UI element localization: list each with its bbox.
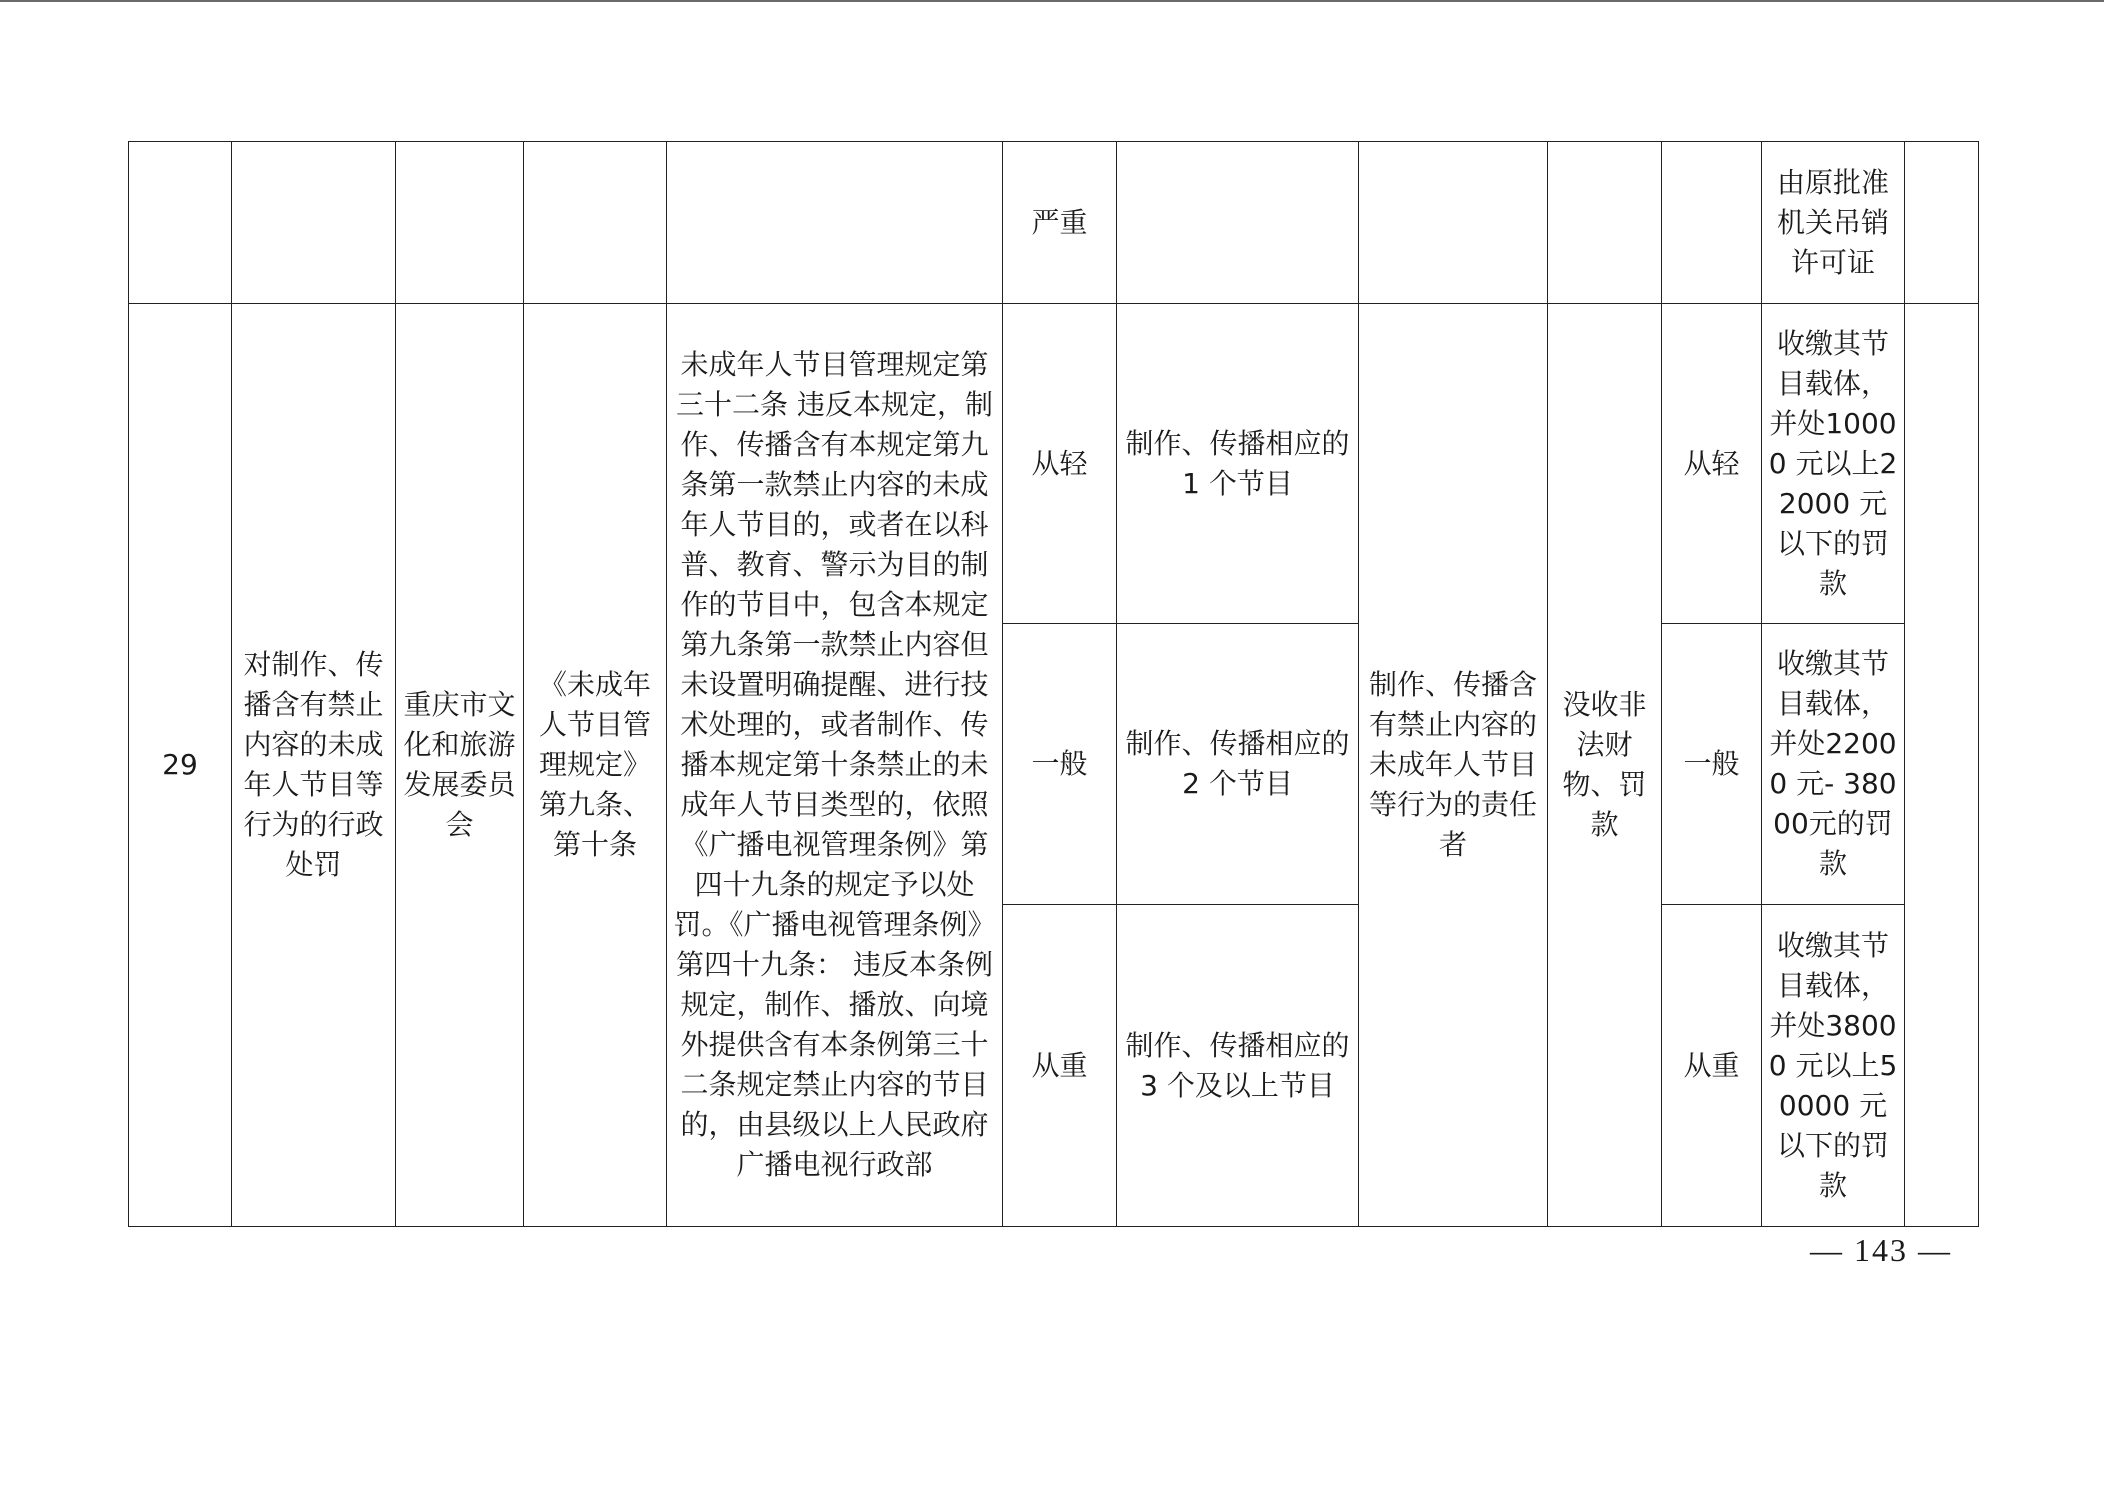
- cell-measure: [1762, 624, 1905, 905]
- cell-level2: [1662, 624, 1762, 905]
- cell-penalty-type: [1548, 304, 1662, 1227]
- cell-number-empty: [129, 142, 232, 304]
- level2-text: 从重: [1683, 1048, 1740, 1082]
- measure-text: 收缴其节目载体，并处38000 元以上50000 元以下的罚款: [1768, 928, 1898, 1202]
- measure-text: 收缴其节目载体，并处22000 元- 38000元的罚款: [1769, 647, 1897, 880]
- cell-circumstance: [1117, 905, 1359, 1227]
- basis-text: 《未成年人节目管理规定》第九条、第十条: [538, 668, 651, 861]
- table-row-29-light: [129, 304, 1979, 624]
- table-row-prev: [129, 142, 1979, 304]
- level2-text: 从轻: [1683, 446, 1740, 480]
- cell-level2: [1662, 905, 1762, 1227]
- cell-level: [1003, 624, 1117, 905]
- page-number: — 143 —: [1810, 1232, 1952, 1268]
- row-number: 29: [162, 748, 198, 781]
- cell-measure: [1762, 142, 1905, 304]
- penalty-type-text: 没收非法财物、罚款: [1562, 688, 1647, 841]
- cell-item-empty: [232, 142, 396, 304]
- cell-penalty-type-empty: [1548, 142, 1662, 304]
- cell-law-text: [667, 304, 1003, 1227]
- cell-basis: [524, 304, 667, 1227]
- cell-department-empty: [396, 142, 524, 304]
- cell-subject: [1359, 304, 1548, 1227]
- law-text: 未成年人节目管理规定第三十二条 违反本规定，制作、传播含有本规定第九条第一款禁止内容的未成年人节目的，或者在以科普、教育、警示为目的制作的节目中，包含本规定第九条第一款禁止内容但未设置明确提醒、进行技术处理的，或者制作、传播本规定第十条禁止的未成年人节目类型的，依照《广播电视管理条例》第四十九条的规定予以处罚。《广播电视管理条例》第四十九条： 违反本条例规定，制作、播放、向境外提供含有本条例第三十二条规定禁止内容的节目的，由县级以上人民政府广播电视行政部: [673, 348, 996, 1181]
- circumstance-text: 制作、传播相应的 3 个及以上节目: [1125, 1028, 1350, 1102]
- cell-level2-empty: [1662, 142, 1762, 304]
- item-name-text: 对制作、传播含有禁止内容的未成年人节目等行为的行政处罚: [243, 648, 384, 881]
- cell-item-name: [232, 304, 396, 1227]
- cell-level2: [1662, 304, 1762, 624]
- cell-level: [1003, 142, 1117, 304]
- level-text: 从轻: [1031, 446, 1088, 480]
- cell-law-empty: [667, 142, 1003, 304]
- cell-department: [396, 304, 524, 1227]
- cell-remark-empty: [1905, 142, 1979, 304]
- cell-circumstance: [1117, 304, 1359, 624]
- cell-circumstance-empty: [1117, 142, 1359, 304]
- cell-circumstance: [1117, 624, 1359, 905]
- penalty-table: [128, 141, 1979, 1227]
- department-text: 重庆市文化和旅游发展委员会: [403, 688, 516, 841]
- cell-measure: [1762, 905, 1905, 1227]
- cell-level: [1003, 905, 1117, 1227]
- level-text: 严重: [1031, 205, 1088, 239]
- circumstance-text: 制作、传播相应的 2 个节目: [1125, 727, 1350, 800]
- cell-basis-empty: [524, 142, 667, 304]
- top-border-line: [0, 0, 2104, 2]
- measure-text: 收缴其节目载体，并处10000 元以上22000 元以下的罚款: [1768, 326, 1898, 600]
- cell-number: [129, 304, 232, 1227]
- level-text: 从重: [1031, 1048, 1088, 1082]
- cell-level: [1003, 304, 1117, 624]
- cell-remark-empty: [1905, 304, 1979, 1227]
- subject-text: 制作、传播含有禁止内容的未成年人节目等行为的责任者: [1368, 668, 1537, 861]
- measure-text: 由原批准机关吊销许可证: [1776, 165, 1889, 279]
- cell-subject-empty: [1359, 142, 1548, 304]
- circumstance-text: 制作、传播相应的 1 个节目: [1125, 426, 1350, 500]
- cell-measure: [1762, 304, 1905, 624]
- level2-text: 一般: [1683, 747, 1740, 780]
- level-text: 一般: [1031, 747, 1088, 780]
